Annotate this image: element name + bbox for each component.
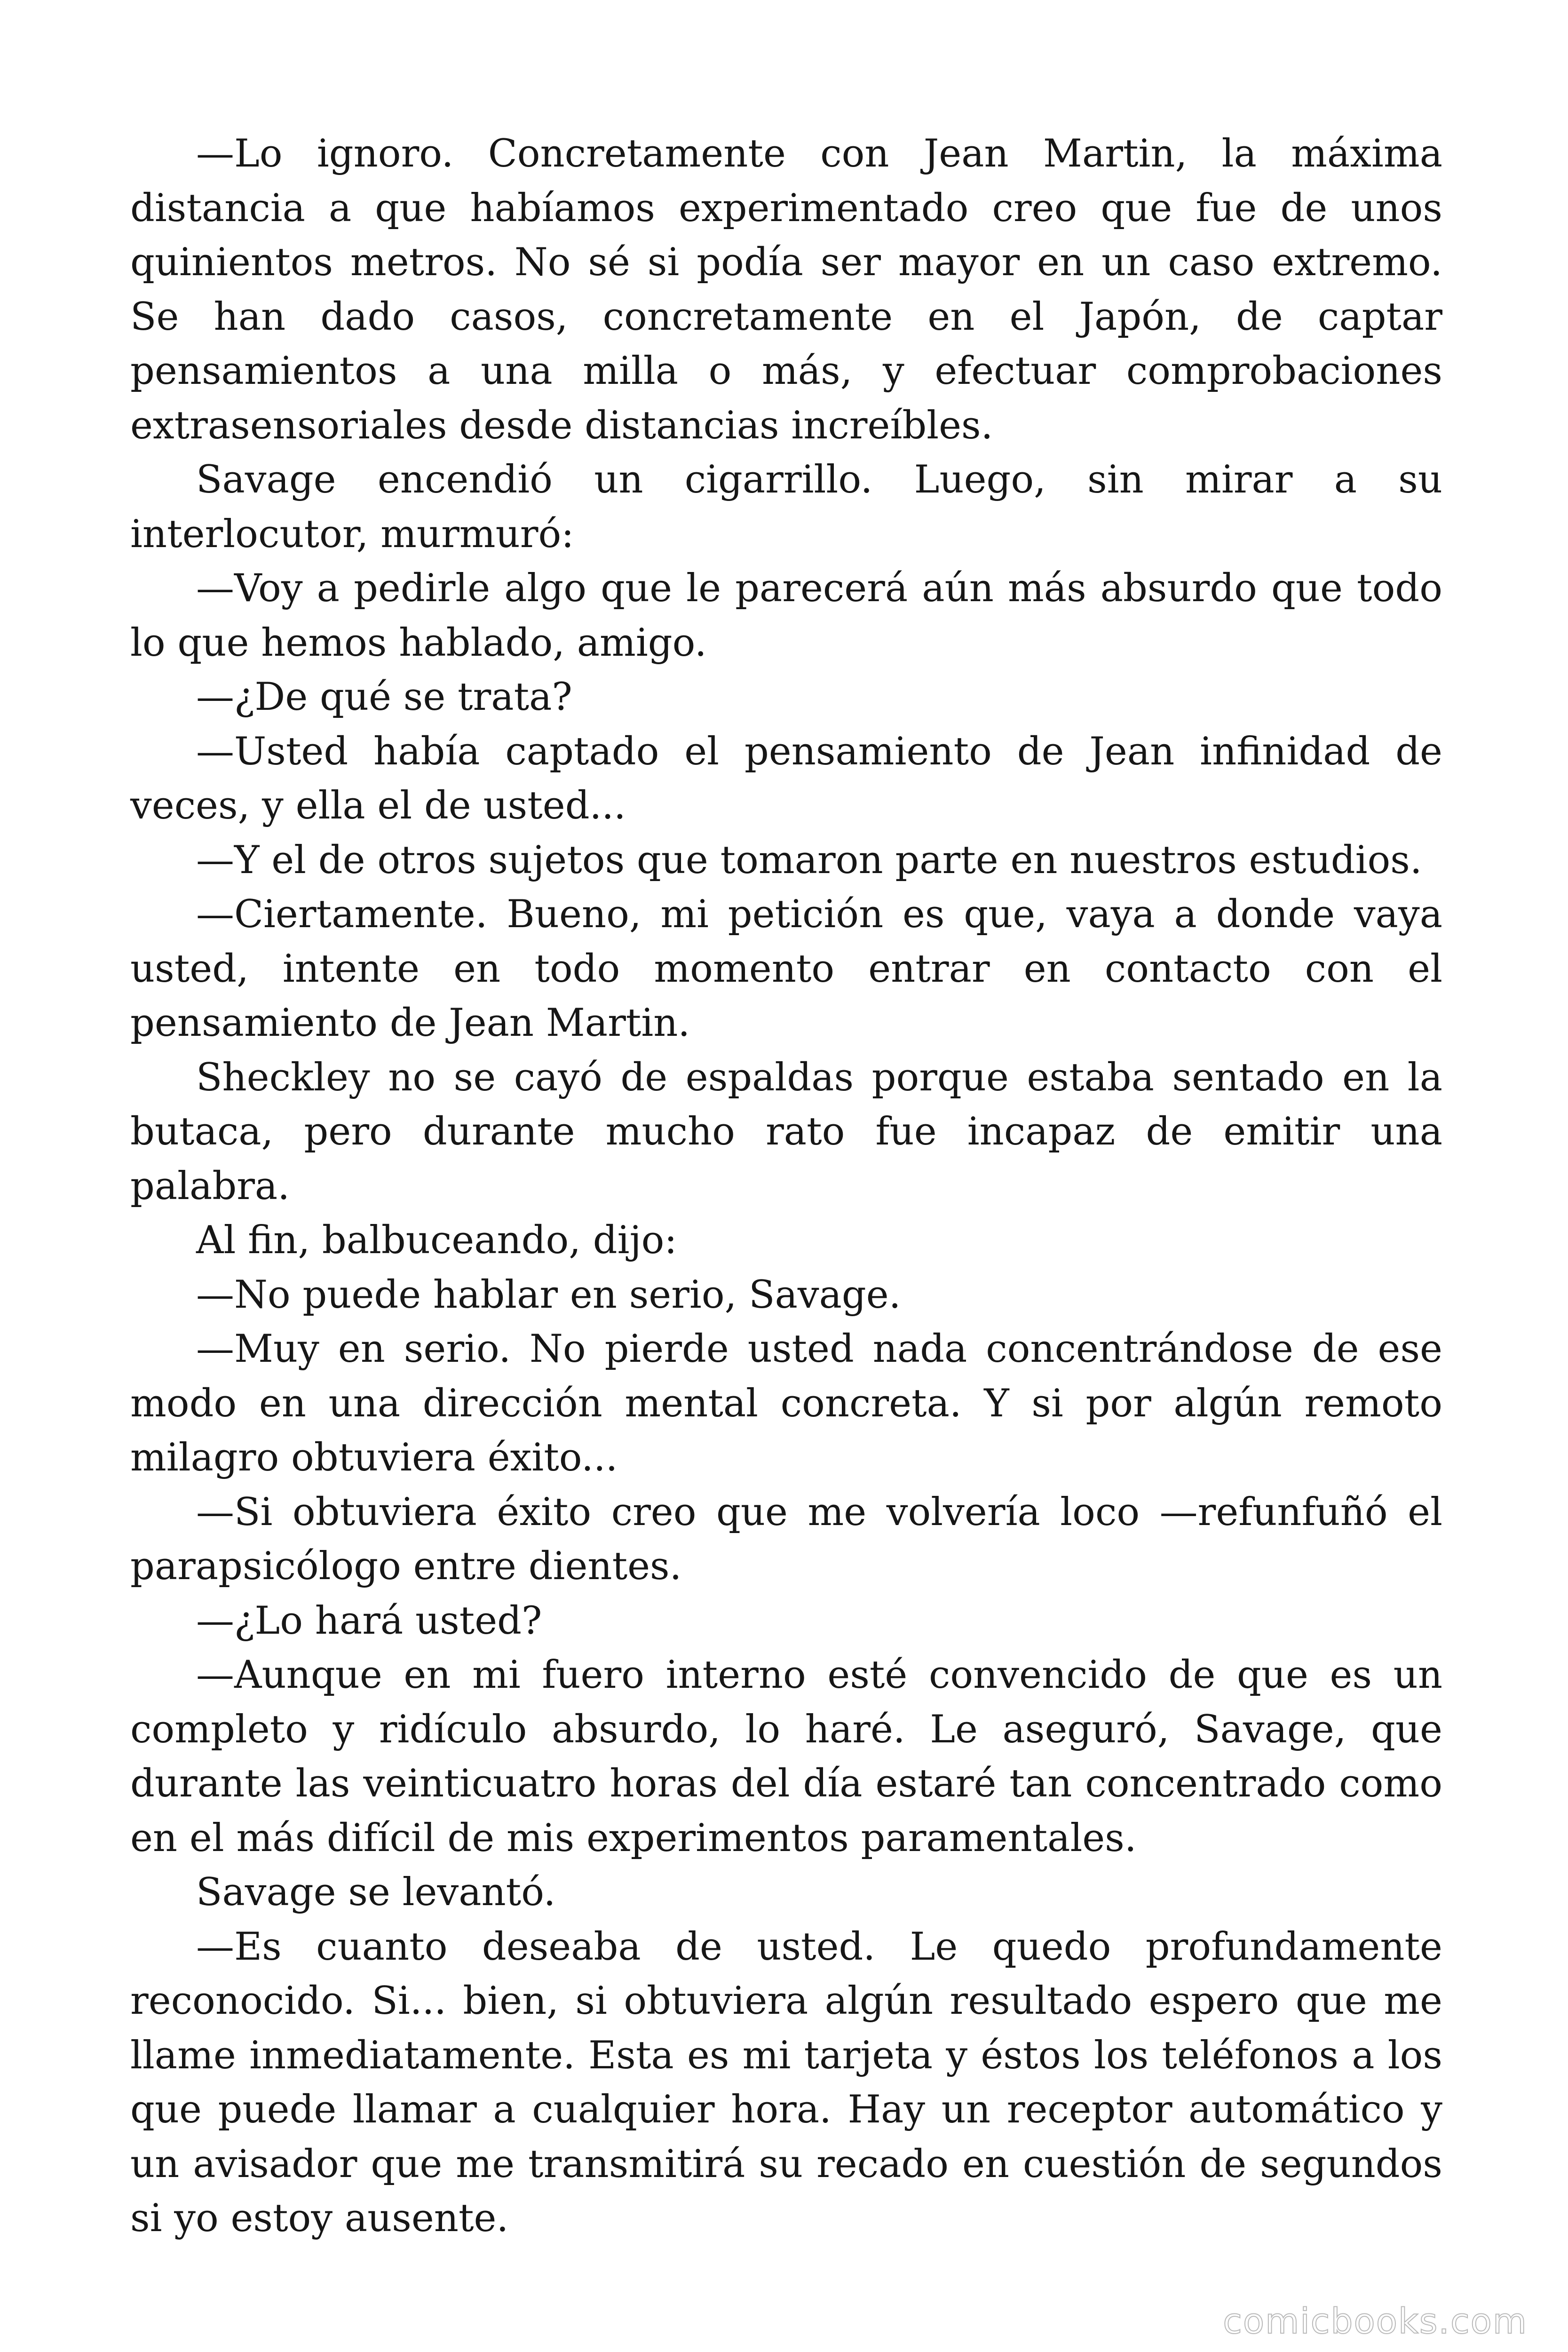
paragraph-11: —Muy en serio. No pierde usted nada concentrándose de ese modo en una dirección mental concreta. Y si por algún remoto milagro obtuviera éxito... — [130, 1327, 1442, 1480]
paragraph-8: Sheckley no se cayó de espaldas porque estaba sentado en la butaca, pero durante mucho rato fue incapaz de emitir una palabra. — [130, 1055, 1442, 1208]
paragraph-2: Savage encendió un cigarrillo. Luego, sin mirar a su interlocutor, murmuró: — [130, 458, 1442, 556]
paragraph-10: —No puede hablar en serio, Savage. — [196, 1272, 901, 1317]
paragraph-1: —Lo ignoro. Concretamente con Jean Martin, la máxima distancia a que habíamos experimentado creo que fue de unos quinientos metros. No sé si podía ser mayor en un caso extremo. Se han dado casos, concretamente en el Japón, de captar pensamientos a una milla o más, y efectuar comprobaciones extrasensoriales desde distancias increíbles. — [130, 132, 1442, 448]
paragraph-5: —Usted había captado el pensamiento de Jean infinidad de veces, y ella el de usted... — [130, 729, 1442, 828]
paragraph-3: —Voy a pedirle algo que le parecerá aún más absurdo que todo lo que hemos hablado, amigo. — [130, 566, 1442, 665]
paragraph-7: —Ciertamente. Bueno, mi petición es que, vaya a donde vaya usted, intente en todo momento entrar en contacto con el pensamiento de Jean Martin. — [130, 892, 1442, 1045]
paragraph-12: —Si obtuviera éxito creo que me volvería loco —refunfuñó el parapsicólogo entre dientes. — [130, 1490, 1442, 1589]
paragraph-4: —¿De qué se trata? — [196, 675, 572, 719]
paragraph-15: Savage se levantó. — [196, 1870, 556, 1915]
watermark-text: comicbooks.com — [1223, 2301, 1528, 2342]
paragraph-16: —Es cuanto deseaba de usted. Le quedo profundamente reconocido. Si... bien, si obtuviera algún resultado espero que me llame inmediatamente. Esta es mi tarjeta y éstos los teléfonos a los que puede llamar a cualquier hora. Hay un receptor automático y un avisador que me transmitirá su recado en cuestión de segundos si yo estoy ausente. — [130, 1924, 1442, 2241]
book-page-text — [130, 127, 1442, 2246]
paragraph-9: Al fin, balbuceando, dijo: — [196, 1218, 677, 1263]
paragraph-13: —¿Lo hará usted? — [196, 1598, 542, 1643]
paragraph-14: —Aunque en mi fuero interno esté convencido de que es un completo y ridículo absurdo, lo haré. Le aseguró, Savage, que durante las veinticuatro horas del día estaré tan concentrado como en el más difícil de mis experimentos paramentales. — [130, 1653, 1442, 1860]
paragraph-6: —Y el de otros sujetos que tomaron parte en nuestros estudios. — [196, 838, 1422, 882]
